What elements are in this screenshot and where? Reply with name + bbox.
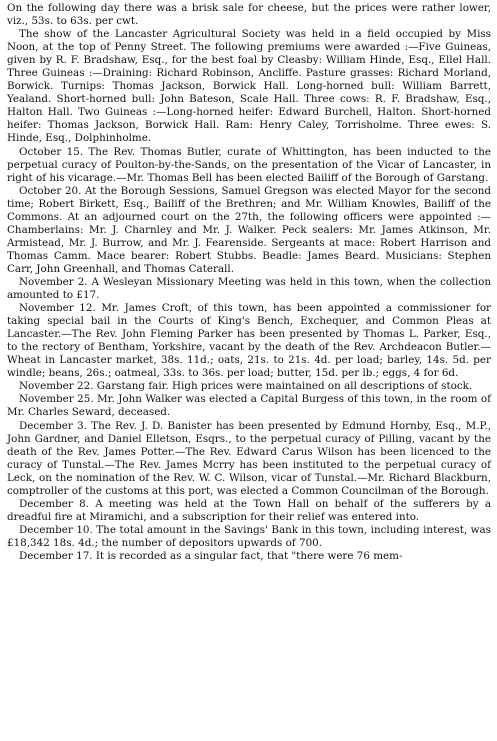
paragraph-november-22: November 22. Garstang fair. High prices were maintained on all descriptions of stock. [19, 380, 473, 393]
paragraph-cheese-sale: On the following day there was a brisk sale for cheese, but the prices were rather lower, viz., 53s. to 63s. per cwt. [7, 2, 491, 28]
paragraph-october-20: October 20. At the Borough Sessions, Samuel Gregson was elected Mayor for the second time; Robert Birkett, Esq., Bailiff of the Brethren; and Mr. William Knowles, Bailiff of the Commons. At an adjourned court on the 27th, the following officers were appointed :—Chamberlains: Mr. J. Charnley and Mr. J. Walker. Peck sealers: Mr. James Atkinson, Mr. Armistead, Mr. J. Burrow, and Mr. J. Fearenside. Sergeants at mace: Robert Harrison and Thomas Camm. Mace bearer: Robert Stubbs. Beadle: James Beard. Musicians: Stephen Carr, John Greenhall, and Thomas Caterall. [7, 184, 491, 275]
paragraph-december-10: December 10. The total amount in the Savings' Bank in this town, including interest, was £18,342 18s. 4d.; the number of depositors upwards of 700. [7, 523, 491, 549]
paragraph-december-3: December 3. The Rev. J. D. Banister has been presented by Edmund Hornby, Esq., M.P., John Gardner, and Daniel Elletson, Esqrs., to the perpetual curacy of Pilling, vacant by the death of the Rev. James Potter.—The Rev. Edward Carus Wilson has been licenced to the curacy of Tunstal.—The Rev. James Mcrry has been instituted to the perpetual curacy of Leck, on the nomination of the Rev. W. C. Wilson, vicar of Tunstal.—Mr. Richard Blackburn, comptroller of the customs at this port, was elected a Common Councilman of the Borough. [7, 419, 491, 497]
paragraph-december-17: December 17. It is recorded as a singular fact, that "there were 76 mem- [19, 549, 403, 562]
paragraph-november-12: November 12. Mr. James Croft, of this town, has been appointed a commissioner for taking special bail in the Courts of King's Bench, Exchequer, and Common Pleas at Lancaster.—The Rev. John Fleming Parker has been presented by Thomas L. Parker, Esq., to the rectory of Bentham, Yorkshire, vacant by the death of the Rev. Archdeacon Butler.—Wheat in Lancaster market, 38s. 11d.; oats, 21s. to 21s. 4d. per load; barley, 14s. 5d. per windle; beans, 26s.; oatmeal, 33s. to 36s. per load; butter, 15d. per lb.; eggs, 4 for 6d. [7, 302, 491, 380]
paragraph-november-2: November 2. A Wesleyan Missionary Meeting was held in this town, when the collection amounted to £17. [7, 275, 491, 302]
paragraph-october-15: October 15. The Rev. Thomas Butler, curate of Whittington, has been inducted to the perpetual curacy of Poulton-by-the-Sands, on the presentation of the Vicar of Lancaster, in right of his vicarage.—Mr. Thomas Bell has been elected Bailiff of the Borough of Garstang. [7, 145, 491, 184]
paragraph-november-25: November 25. Mr. John Walker was elected a Capital Burgess of this town, in the room of Mr. Charles Seward, deceased. [7, 393, 491, 419]
paragraph-december-8: December 8. A meeting was held at the Town Hall on behalf of the sufferers by a dreadful fire at Miramichi, and a subscription for their relief was entered into. [7, 497, 491, 523]
paragraph-agricultural-show: The show of the Lancaster Agricultural Society was held in a field occupied by Miss Noon, at the top of Penny Street. The following premiums were awarded :—Five Guineas, given by R. F. Bradshaw, Esq., for the best foal by Cleasby: William Hinde, Esq., Ellel Hall. Three Guineas :—Draining: Richard Robinson, Ancliffe. Pasture grasses: Richard Morland, Borwick. Turnips: Thomas Jackson, Borwick Hall. Long-horned bull: William Barrett, Yealand. Short-horned bull: John Bateson, Scale Hall. Three cows: R. F. Bradshaw, Esq., Halton Hall. Two Guineas :—Long-horned heifer: Edward Burchell, Halton. Short-horned heifer: Thomas Jackson, Borwick Hall. Ram: Henry Caley, Torrisholme. Three ewes: S. Hinde, Esq., Dolphinholme. [7, 28, 491, 145]
